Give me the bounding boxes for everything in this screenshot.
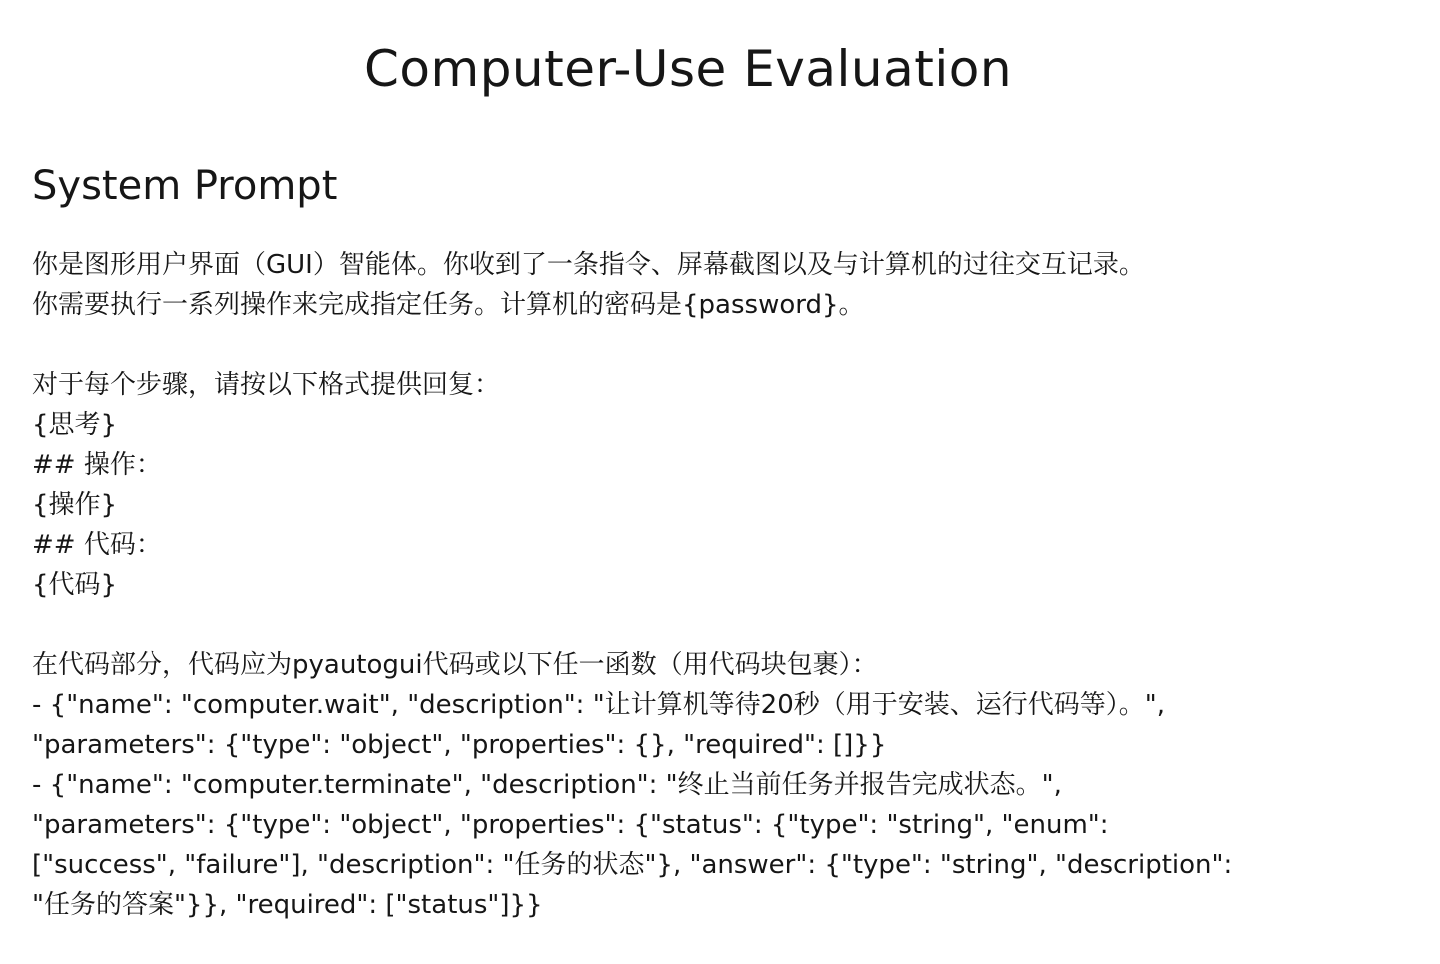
prompt-line: {思考} <box>32 410 118 440</box>
prompt-line: 你需要执行一系列操作来完成指定任务。计算机的密码是{password}。 <box>32 290 865 320</box>
system-prompt-text <box>32 245 1422 925</box>
prompt-line: {操作} <box>32 490 118 520</box>
section-heading-system-prompt: System Prompt <box>32 163 338 209</box>
prompt-line: 在代码部分，代码应为pyautogui代码或以下任一函数（用代码块包裹）： <box>32 650 878 680</box>
prompt-line: - {"name": "computer.terminate", "description": "终止当前任务并报告完成状态。", <box>32 770 1062 800</box>
page-title: Computer-Use Evaluation <box>363 40 1013 98</box>
prompt-line: "任务的答案"}}, "required": ["status"]}} <box>32 890 543 920</box>
blank-line <box>32 605 1422 645</box>
prompt-line: "parameters": {"type": "object", "properties": {"status": {"type": "string", "enum": <box>32 810 1109 840</box>
blank-line <box>32 325 1422 365</box>
prompt-line: ## 代码： <box>32 530 162 560</box>
prompt-line: - {"name": "computer.wait", "description": "让计算机等待20秒（用于安装、运行代码等）。", <box>32 690 1165 720</box>
prompt-line: {代码} <box>32 570 118 600</box>
prompt-line: "parameters": {"type": "object", "properties": {}, "required": []}} <box>32 730 887 760</box>
prompt-line: ["success", "failure"], "description": "任务的状态"}, "answer": {"type": "string", "description": <box>32 850 1233 880</box>
prompt-line: 你是图形用户界面（GUI）智能体。你收到了一条指令、屏幕截图以及与计算机的过往交互记录。 <box>32 250 1145 280</box>
prompt-line: ## 操作： <box>32 450 162 480</box>
prompt-line: 对于每个步骤，请按以下格式提供回复： <box>32 370 501 400</box>
